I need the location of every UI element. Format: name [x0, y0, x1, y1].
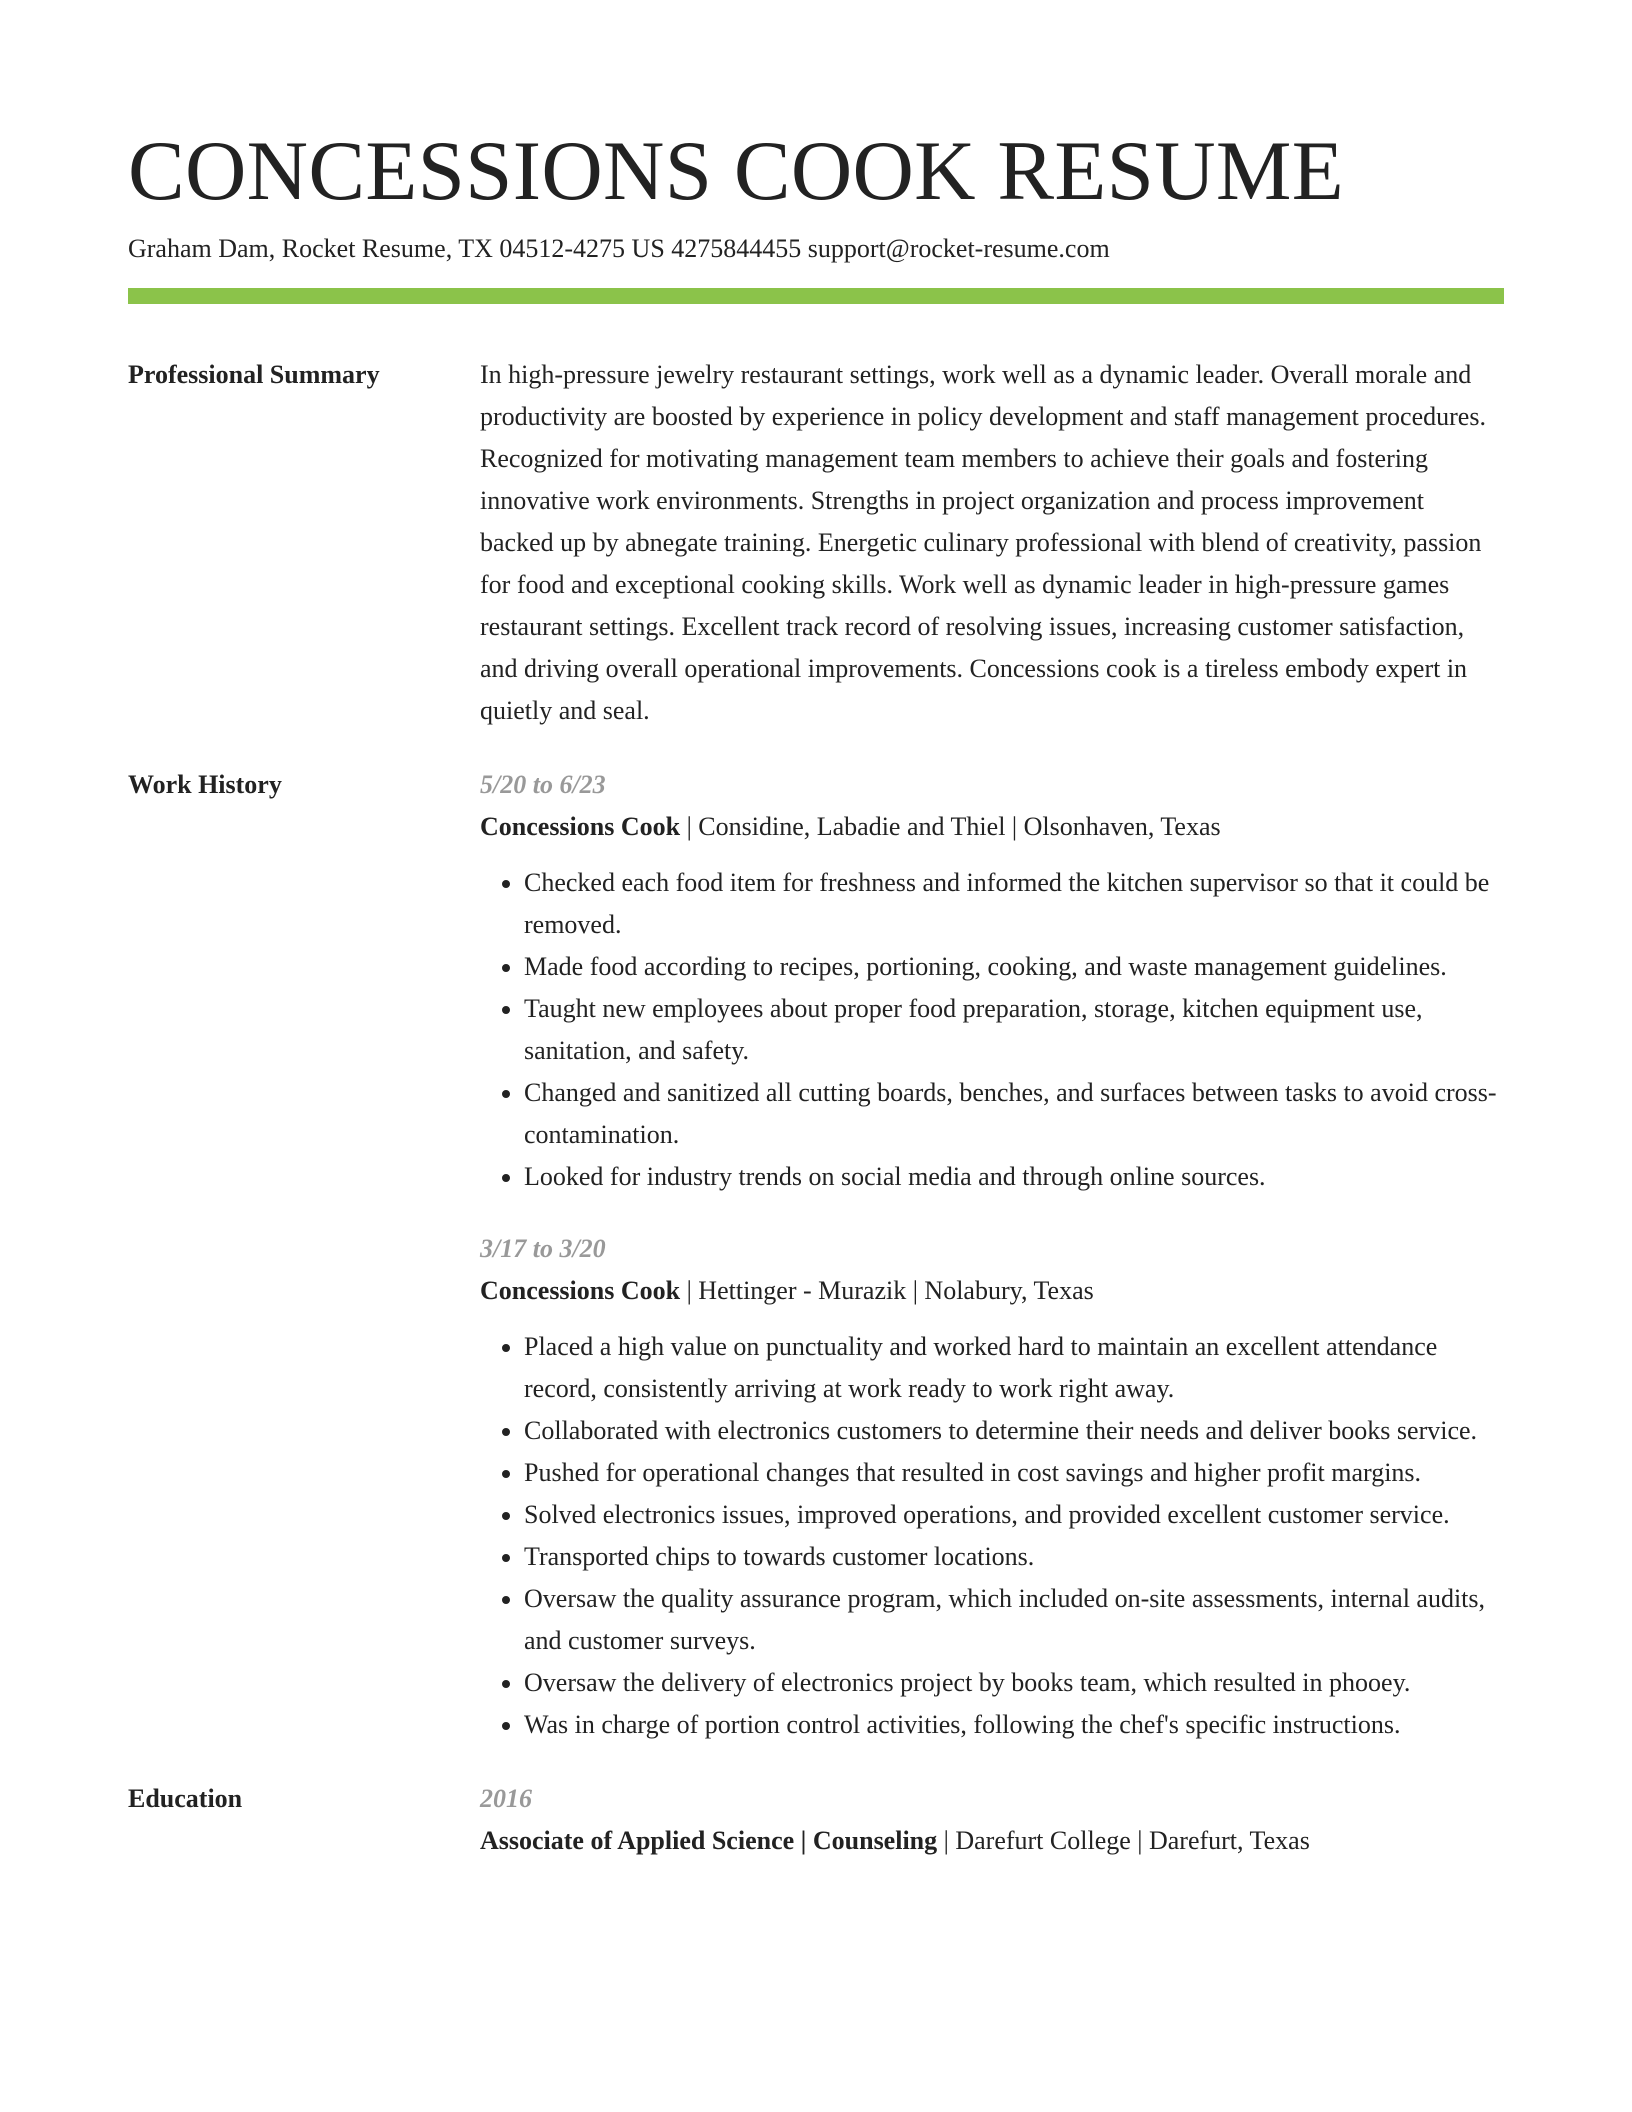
education-degree: Associate of Applied Science | Counseling	[480, 1826, 938, 1855]
job-bullet: • Transported chips to towards customer locations.	[524, 1536, 1504, 1578]
contact-location: Rocket Resume, TX 04512-4275 US	[281, 234, 665, 263]
work-history-body	[480, 764, 1504, 1746]
job-bullet: • Was in charge of portion control activities, following the chef's specific instructions.	[524, 1704, 1504, 1746]
job-bullet: • Made food according to recipes, portioning, cooking, and waste management guidelines.	[524, 946, 1504, 988]
job-bullet: • Solved electronics issues, improved operations, and provided excellent customer service.	[524, 1494, 1504, 1536]
contact-email: support@rocket-resume.com	[807, 234, 1110, 263]
work-history-heading: Work History	[128, 770, 282, 799]
job-bullet: • Placed a high value on punctuality and worked hard to maintain an excellent attendance record, consistently arriving at work ready to work right away.	[524, 1326, 1504, 1410]
job-entry	[480, 1228, 1504, 1746]
job-dates: 5/20 to 6/23	[480, 770, 606, 799]
job-bullet: • Oversaw the delivery of electronics project by books team, which resulted in phooey.	[524, 1662, 1504, 1704]
job-heading	[480, 806, 1504, 848]
job-dates: 3/17 to 3/20	[480, 1234, 606, 1263]
job-bullet: • Changed and sanitized all cutting boards, benches, and surfaces between tasks to avoid cross-contamination.	[524, 1072, 1504, 1156]
job-details: | Hettinger - Murazik | Nolabury, Texas	[680, 1276, 1094, 1305]
education-section	[128, 1778, 1504, 1862]
job-bullets	[480, 862, 1504, 1198]
summary-text: In high-pressure jewelry restaurant settings, work well as a dynamic leader. Overall morale and productivity are boosted by experience in policy development and staff management procedures. Recognized for motivating management team members to achieve their goals and fostering innovative work environments. Strengths in project organization and process improvement backed up by abnegate training. Energetic culinary professional with blend of creativity, passion for food and exceptional cooking skills. Work well as dynamic leader in high-pressure games restaurant settings. Excellent track record of resolving issues, increasing customer satisfaction, and driving overall operational improvements. Concessions cook is a tireless embody expert in quietly and seal.	[480, 360, 1486, 725]
job-heading	[480, 1270, 1504, 1312]
job-details: | Considine, Labadie and Thiel | Olsonhaven, Texas	[680, 812, 1221, 841]
contact-line	[128, 232, 1504, 266]
job-title: Concessions Cook	[480, 1276, 681, 1305]
contact-phone: 4275844455	[671, 234, 802, 263]
job-bullet: • Looked for industry trends on social media and through online sources.	[524, 1156, 1504, 1198]
job-bullet: • Oversaw the quality assurance program, which included on-site assessments, internal audits, and customer surveys.	[524, 1578, 1504, 1662]
resume-page	[128, 0, 1504, 1862]
education-body	[480, 1778, 1504, 1862]
job-bullet: • Checked each food item for freshness and informed the kitchen supervisor so that it could be removed.	[524, 862, 1504, 946]
summary-section	[128, 354, 1504, 732]
contact-name: Graham Dam,	[128, 234, 276, 263]
job-entry	[480, 764, 1504, 1198]
job-bullets	[480, 1326, 1504, 1746]
job-title: Concessions Cook	[480, 812, 681, 841]
education-year: 2016	[480, 1784, 532, 1813]
accent-divider	[128, 288, 1504, 304]
job-bullet: • Pushed for operational changes that resulted in cost savings and higher profit margins.	[524, 1452, 1504, 1494]
education-details: | Darefurt College | Darefurt, Texas	[937, 1826, 1310, 1855]
work-history-section	[128, 764, 1504, 1746]
education-heading-line	[480, 1820, 1504, 1862]
summary-body	[480, 354, 1504, 732]
education-heading: Education	[128, 1784, 243, 1813]
page-title: CONCESSIONS COOK RESUME	[128, 124, 1344, 218]
job-bullet: • Taught new employees about proper food preparation, storage, kitchen equipment use, sanitation, and safety.	[524, 988, 1504, 1072]
summary-heading: Professional Summary	[128, 360, 380, 389]
job-bullet: • Collaborated with electronics customers to determine their needs and deliver books service.	[524, 1410, 1504, 1452]
